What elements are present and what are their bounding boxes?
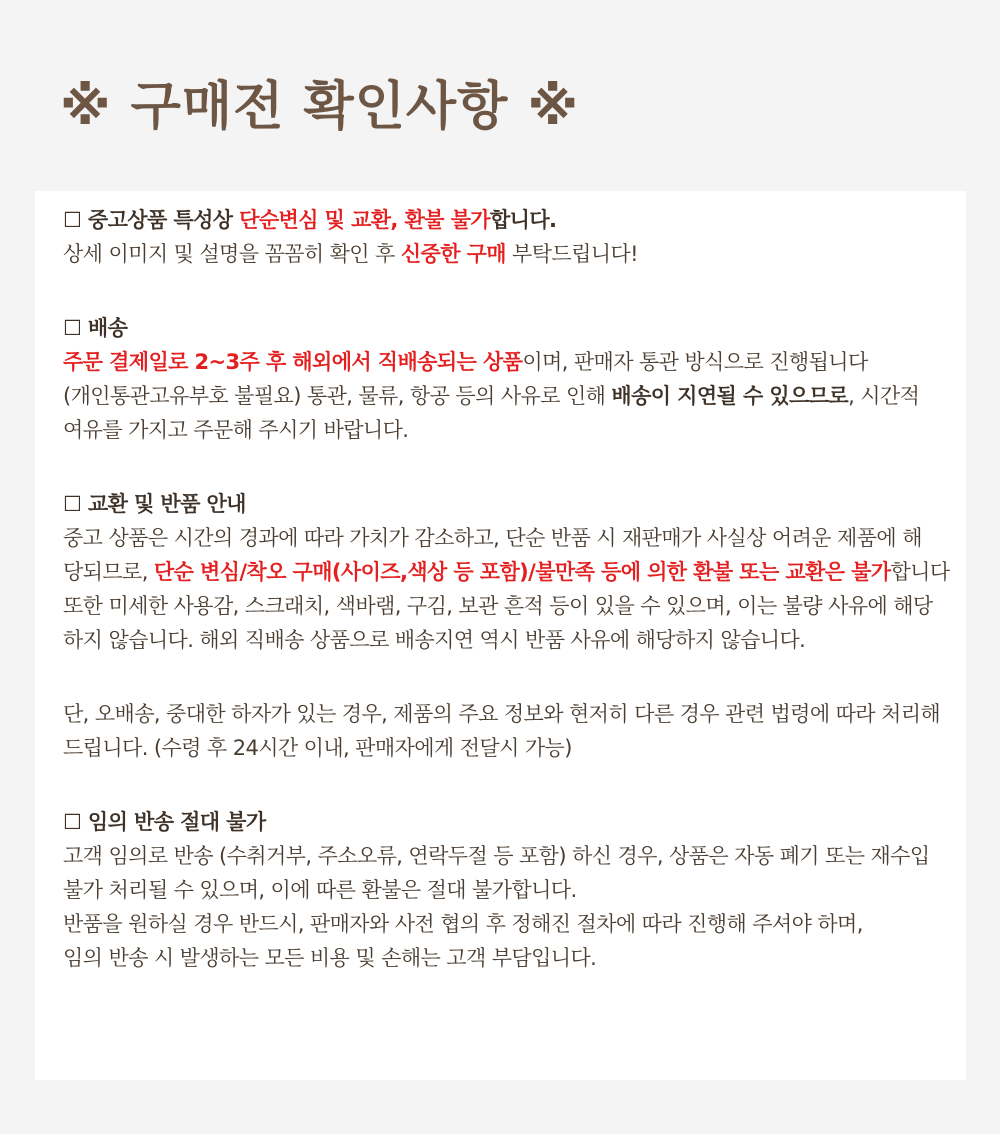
notice-text: ☐ 배송: [63, 316, 128, 340]
section-shipping: [63, 311, 966, 447]
highlight-text: 주문 결제일로 2~3주 후 해외에서 직배송되는 상품: [63, 350, 523, 374]
section-heading: [63, 487, 966, 521]
notice-text: 하지 않습니다. 해외 직배송 상품으로 배송지연 역시 반품 사유에 해당하지 않습니다.: [63, 628, 806, 652]
notice-text: ☐ 중고상품 특성상: [63, 208, 240, 232]
notice-text: 드립니다. (수령 후 24시간 이내, 판매자에게 전달시 가능): [63, 736, 572, 760]
section-no-arbitrary-return: [63, 805, 966, 975]
notice-line: [63, 697, 966, 731]
section-defect-exception: [63, 697, 966, 765]
notice-text: 임의 반송 시 발생하는 모든 비용 및 손해는 고객 부담입니다.: [63, 946, 597, 970]
section-heading: [63, 311, 966, 345]
notice-text: 고객 임의로 반송 (수취거부, 주소오류, 연락두절 등 포함) 하신 경우, 상품은 자동 폐기 또는 재수입: [63, 844, 930, 868]
notice-line: [63, 839, 966, 873]
notice-text: 당되므로,: [63, 560, 154, 584]
notice-text: 합니다.: [489, 208, 557, 232]
notice-text: 부탁드립니다!: [505, 242, 638, 266]
highlight-text: 단순 변심/착오 구매(사이즈,색상 등 포함)/불만족 등에 의한 환불 또는 교환은 불가: [153, 560, 891, 584]
notice-text: , 시간적: [848, 384, 920, 408]
notice-card: [35, 191, 966, 1080]
notice-text: 불가 처리될 수 있으며, 이에 따른 환불은 절대 불가합니다.: [63, 878, 577, 902]
notice-text: 또한 미세한 사용감, 스크래치, 색바램, 구김, 보관 흔적 등이 있을 수 있으며, 이는 불량 사유에 해당: [63, 594, 933, 618]
notice-line: [63, 379, 966, 413]
notice-text: 합니다: [890, 560, 950, 584]
notice-line: [63, 907, 966, 941]
notice-text: 여유를 가지고 주문해 주시기 바랍니다.: [63, 418, 409, 442]
notice-line: [63, 941, 966, 975]
notice-line: [63, 731, 966, 765]
notice-line: [63, 589, 966, 623]
notice-text: (개인통관고유부호 불필요) 통관, 물류, 항공 등의 사유로 인해: [63, 384, 612, 408]
section-exchange-return: [63, 487, 966, 657]
notice-line: [63, 555, 966, 589]
page-title: ※ 구매전 확인사항 ※: [60, 77, 580, 137]
notice-line: [63, 521, 966, 555]
highlight-text: 신중한 구매: [400, 242, 506, 266]
section-return-policy: [63, 203, 966, 271]
notice-text: 배송이 지연될 수 있으므로: [611, 384, 849, 408]
section-heading: [63, 203, 966, 237]
section-heading: [63, 805, 966, 839]
notice-text: 반품을 원하실 경우 반드시, 판매자와 사전 협의 후 정해진 절차에 따라 진행해 주셔야 하며,: [63, 912, 863, 936]
highlight-text: 단순변심 및 교환, 환불 불가: [239, 208, 490, 232]
notice-text: ☐ 임의 반송 절대 불가: [63, 810, 266, 834]
notice-text: ☐ 교환 및 반품 안내: [63, 492, 246, 516]
notice-line: [63, 413, 966, 447]
notice-text: 중고 상품은 시간의 경과에 따라 가치가 감소하고, 단순 반품 시 재판매가 사실상 어려운 제품에 해: [63, 526, 922, 550]
notice-line: [63, 873, 966, 907]
notice-text: 상세 이미지 및 설명을 꼼꼼히 확인 후: [63, 242, 401, 266]
notice-line: [63, 345, 966, 379]
notice-line: [63, 623, 966, 657]
notice-text: 이며, 판매자 통관 방식으로 진행됩니다: [522, 350, 868, 374]
notice-line: [63, 237, 966, 271]
notice-text: 단, 오배송, 중대한 하자가 있는 경우, 제품의 주요 정보와 현저히 다른 경우 관련 법령에 따라 처리해: [63, 702, 941, 726]
